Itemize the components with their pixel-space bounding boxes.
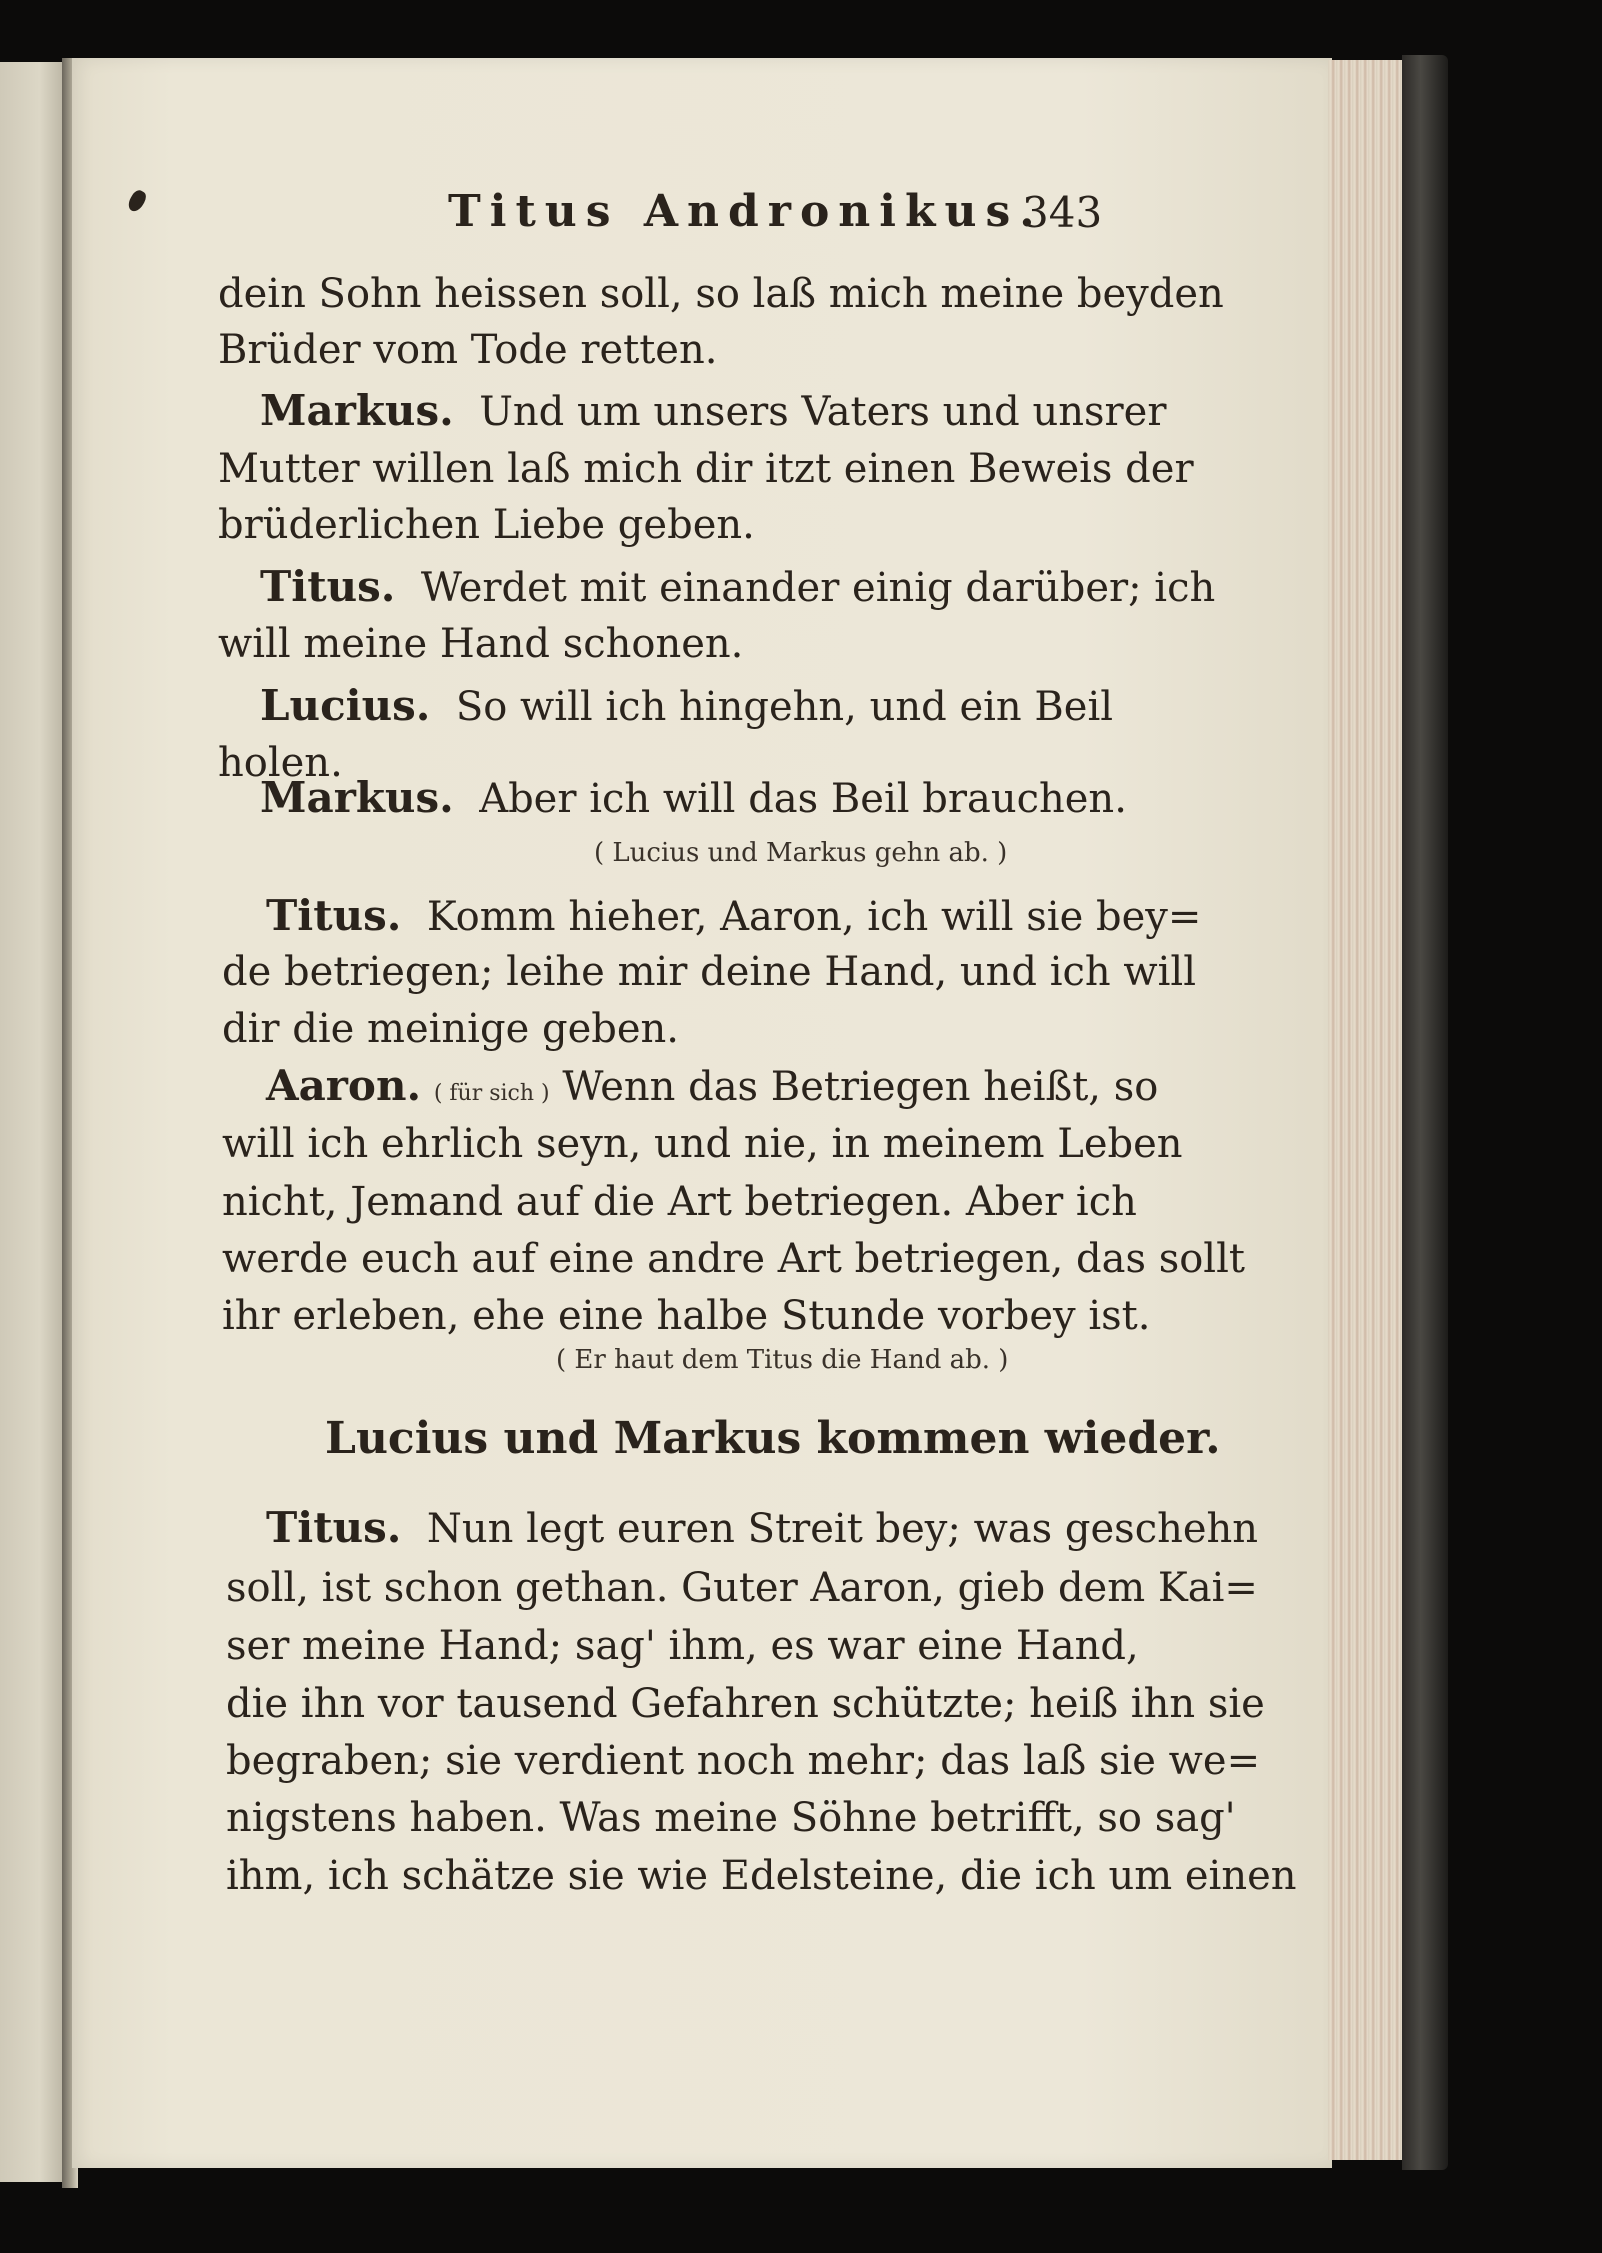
speaker-name: Aaron. — [266, 1061, 422, 1110]
text-line: nigstens haben. Was meine Söhne betrifft, so sag' — [226, 1795, 1236, 1841]
background-top — [0, 0, 1602, 58]
text-line: de betriegen; leihe mir deine Hand, und ich will — [222, 949, 1197, 995]
dialogue-line — [266, 1060, 1158, 1120]
page-stack-edge — [1328, 60, 1408, 2160]
speaker-name: Titus. — [266, 1503, 402, 1552]
text-line: Brüder vom Tode retten. — [218, 327, 718, 373]
book-cover-edge — [1402, 55, 1448, 2170]
text-line: will ich ehrlich seyn, und nie, in meinem Leben — [222, 1121, 1183, 1167]
text-line: ihm, ich schätze sie wie Edelsteine, die ich um einen — [226, 1853, 1297, 1899]
running-header: Titus Andronikus. — [448, 186, 1044, 237]
speaker-name: Titus. — [260, 562, 396, 611]
speech-text: Werdet mit einander einig darüber; ich — [420, 565, 1216, 611]
aside-direction: ( für sich ) — [433, 1081, 550, 1106]
text-line: begraben; sie verdient noch mehr; das laß sie we= — [226, 1738, 1261, 1784]
speech-text: Wenn das Betriegen heißt, so — [562, 1064, 1159, 1110]
stage-direction: ( Er haut dem Titus die Hand ab. ) — [556, 1345, 1009, 1375]
left-page-edge — [0, 62, 66, 2182]
speech-text: Komm hieher, Aaron, ich will sie bey= — [426, 894, 1202, 940]
text-line: ser meine Hand; sag' ihm, es war eine Hand, — [226, 1623, 1139, 1669]
text-line: will meine Hand schonen. — [218, 621, 744, 667]
text-line: soll, ist schon gethan. Guter Aaron, gieb dem Kai= — [226, 1565, 1258, 1611]
speech-text: Aber ich will das Beil brauchen. — [479, 776, 1127, 822]
text-line: Mutter willen laß mich dir itzt einen Beweis der — [218, 446, 1194, 492]
scene-heading: Lucius und Markus kommen wieder. — [325, 1413, 1221, 1464]
text-line: werde euch auf eine andre Art betriegen, das sollt — [222, 1236, 1245, 1282]
dialogue-line — [260, 561, 1215, 614]
text-line: dein Sohn heissen soll, so laß mich meine beyden — [218, 271, 1224, 317]
page-number: 343 — [1022, 188, 1103, 237]
text-line: die ihn vor tausend Gefahren schützte; heiß ihn sie — [226, 1681, 1265, 1727]
text-line: brüderlichen Liebe geben. — [218, 502, 755, 548]
dialogue-line — [260, 385, 1166, 438]
speech-text: So will ich hingehn, und ein Beil — [455, 684, 1114, 730]
speaker-name: Lucius. — [260, 681, 431, 730]
text-line: nicht, Jemand auf die Art betriegen. Aber ich — [222, 1179, 1137, 1225]
speaker-name: Markus. — [260, 773, 454, 822]
stage-direction: ( Lucius und Markus gehn ab. ) — [594, 838, 1008, 868]
dialogue-line — [266, 890, 1201, 943]
speaker-name: Markus. — [260, 386, 454, 435]
speaker-name: Titus. — [266, 891, 402, 940]
dialogue-line — [260, 680, 1113, 733]
text-line: holen. — [218, 740, 343, 786]
speech-text: Nun legt euren Streit bey; was geschehn — [426, 1506, 1259, 1552]
text-line: dir die meinige geben. — [222, 1006, 679, 1052]
speech-text: Und um unsers Vaters und unsrer — [479, 389, 1167, 435]
text-line: ihr erleben, ehe eine halbe Stunde vorbey ist. — [222, 1293, 1151, 1339]
dialogue-line — [266, 1502, 1258, 1555]
dialogue-line — [260, 772, 1127, 825]
